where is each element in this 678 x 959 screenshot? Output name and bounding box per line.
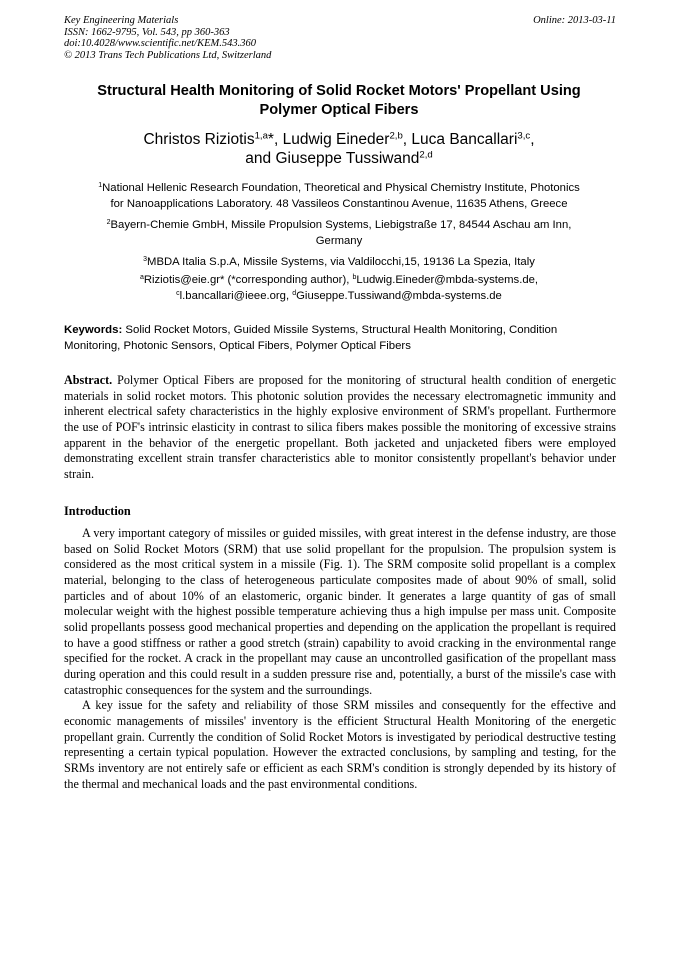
issn-line: ISSN: 1662-9795, Vol. 543, pp 360-363 <box>64 26 230 38</box>
affiliation-line <box>60 217 618 233</box>
journal-name: Key Engineering Materials <box>64 15 179 26</box>
paper-title <box>60 82 618 120</box>
doi-line: doi:10.4028/www.scientific.net/KEM.543.360 <box>64 38 256 49</box>
affiliation-number: 1 <box>98 182 103 190</box>
email-mark: c <box>176 289 180 297</box>
title-line-2: Polymer Optical Fibers <box>259 102 419 118</box>
paragraph: A key issue for the safety and reliability of those SRM missiles and consequently for the effective and economic managements of missiles' inventory is the efficient Structural Health Monitoring of the energetic propellant grain. Currently the condition of Solid Rocket Motors is investigated by periodical destructive testing representing a certain typical population. However the extracted conclusions, by sampling and testing, for the SRMs inventory are not entirely safe or efficient as each SRM's condition is strongly depended by its history of the thermal and mechanical loads and the past environmental conditions. <box>64 698 616 791</box>
email-a[interactable]: Riziotis@eie.gr* (*corresponding author), <box>143 274 353 286</box>
affiliation-text: MBDA Italia S.p.A, Missile Systems, via Valdilocchi,15, 19136 La Spezia, Italy <box>147 256 535 268</box>
affiliation-1 <box>60 180 618 212</box>
affiliation-line <box>60 180 618 196</box>
introduction-body <box>64 526 616 792</box>
email-mark: d <box>292 289 297 297</box>
author-list <box>60 130 618 168</box>
affiliation-line: Germany <box>315 235 363 247</box>
author-name: Giuseppe Tussiwand <box>275 150 420 167</box>
affiliation-text: Bayern-Chemie GmbH, Missile Propulsion Systems, Liebigstraße 17, 84544 Aschau am Inn, <box>110 219 572 231</box>
author-conjunction: and <box>245 150 276 167</box>
title-line-1: Structural Health Monitoring of Solid Rocket Motors' Propellant Using <box>97 83 581 99</box>
email-b[interactable]: Ludwig.Eineder@mbda-systems.de, <box>356 274 539 286</box>
author-line-2 <box>60 149 618 168</box>
abstract-label: Abstract. <box>64 373 113 387</box>
email-mark: b <box>352 274 357 282</box>
keywords-text: Solid Rocket Motors, Guided Missile Systems, Structural Health Monitoring, Condition Monitoring, Photonic Sensors, Optical Fibers, Polymer Optical Fibers <box>64 324 558 352</box>
affiliation-number: 3 <box>143 256 148 264</box>
corresponding-mark: *, <box>267 131 283 148</box>
author-name: Ludwig Eineder <box>282 131 390 148</box>
author-name: Luca Bancallari <box>411 131 518 148</box>
paragraph: A very important category of missiles or guided missiles, with great interest in the defense industry, are those based on Solid Rocket Motors (SRM) that use solid propellant for the propulsion. The propulsion system is considered as the most critical system in a missile (Fig. 1). The SRM composite solid propellant is a complex material, belonging to the class of heterogeneous particulate composites made of about 90% of small, solid particles and of about 10% of an elastomeric, organic binder. It generates a large quantity of gas of small molecular weight with the highest possible temperature achieving thus a high impulse per mass unit. Composite solid propellants possess good mechanical properties and depending on the application the propellant is required to have a good stiffness or rather a good stretch (strain) capability to avoid cracking in the environmental range specified for the rocket. A crack in the propellant may cause an uncontrolled gasification of the propellant mass during operation and this could result in a sudden pressure rise and, potentially, a burst of the missile's case with catastrophic consequences for the system and the surroundings. <box>64 526 616 697</box>
author-affiliation-mark: 3,c <box>517 130 531 142</box>
author-line-1: Christos Riziotis$^{1,a}$*, Ludwig Eineder$^{2,b}$, Luca Bancallari$^{3,c}$, <box>143 130 535 148</box>
affiliation-line: for Nanoapplications Laboratory. 48 Vassileos Constantinou Avenue, 11635 Athens, Greece <box>110 198 568 210</box>
author-emails <box>60 273 618 304</box>
email-line-2 <box>60 289 618 305</box>
email-mark: a <box>139 274 144 282</box>
affiliation-line <box>60 254 618 270</box>
copyright-line: © 2013 Trans Tech Publications Ltd, Switzerland <box>64 49 272 61</box>
author-name: Christos Riziotis <box>143 131 255 148</box>
author-separator: , <box>402 131 412 148</box>
abstract <box>64 373 616 483</box>
publication-header <box>64 15 616 61</box>
affiliation-3 <box>60 254 618 270</box>
email-d[interactable]: Giuseppe.Tussiwand@mbda-systems.de <box>296 289 502 302</box>
affiliation-text: National Hellenic Research Foundation, Theoretical and Physical Chemistry Institute, Photonics <box>102 182 580 194</box>
online-date: Online: 2013-03-11 <box>533 15 616 26</box>
keywords <box>64 323 616 354</box>
author-affiliation-mark: 2,d <box>419 149 433 161</box>
author-affiliation-mark: 2,b <box>389 130 403 142</box>
author-affiliation-mark: 1,a <box>254 130 268 142</box>
email-c[interactable]: l.bancallari@ieee.org, <box>179 289 293 302</box>
section-heading-introduction: Introduction <box>64 504 131 518</box>
email-line-1 <box>60 273 618 289</box>
affiliation-number: 2 <box>106 219 111 227</box>
abstract-text: Polymer Optical Fibers are proposed for the monitoring of structural health condition of energetic materials in solid rocket motors. This photonic solution provides the necessary electromagnetic immunity and inherent electrical safety characteristics in the highly explosive environment of SRM's propellant. Furthermore the use of POF's intrinsic elasticity in contrast to silica fibers makes possible the monitoring of excessive strains apparent in the behavior of the energetic propellant. Both jacketed and unjacketed fibers were employed demonstrating excellent strain transfer characteristics able to monitor consistently propellant's behavior under strain. <box>64 373 616 481</box>
keywords-label: Keywords: <box>64 324 123 336</box>
affiliation-2 <box>60 217 618 249</box>
